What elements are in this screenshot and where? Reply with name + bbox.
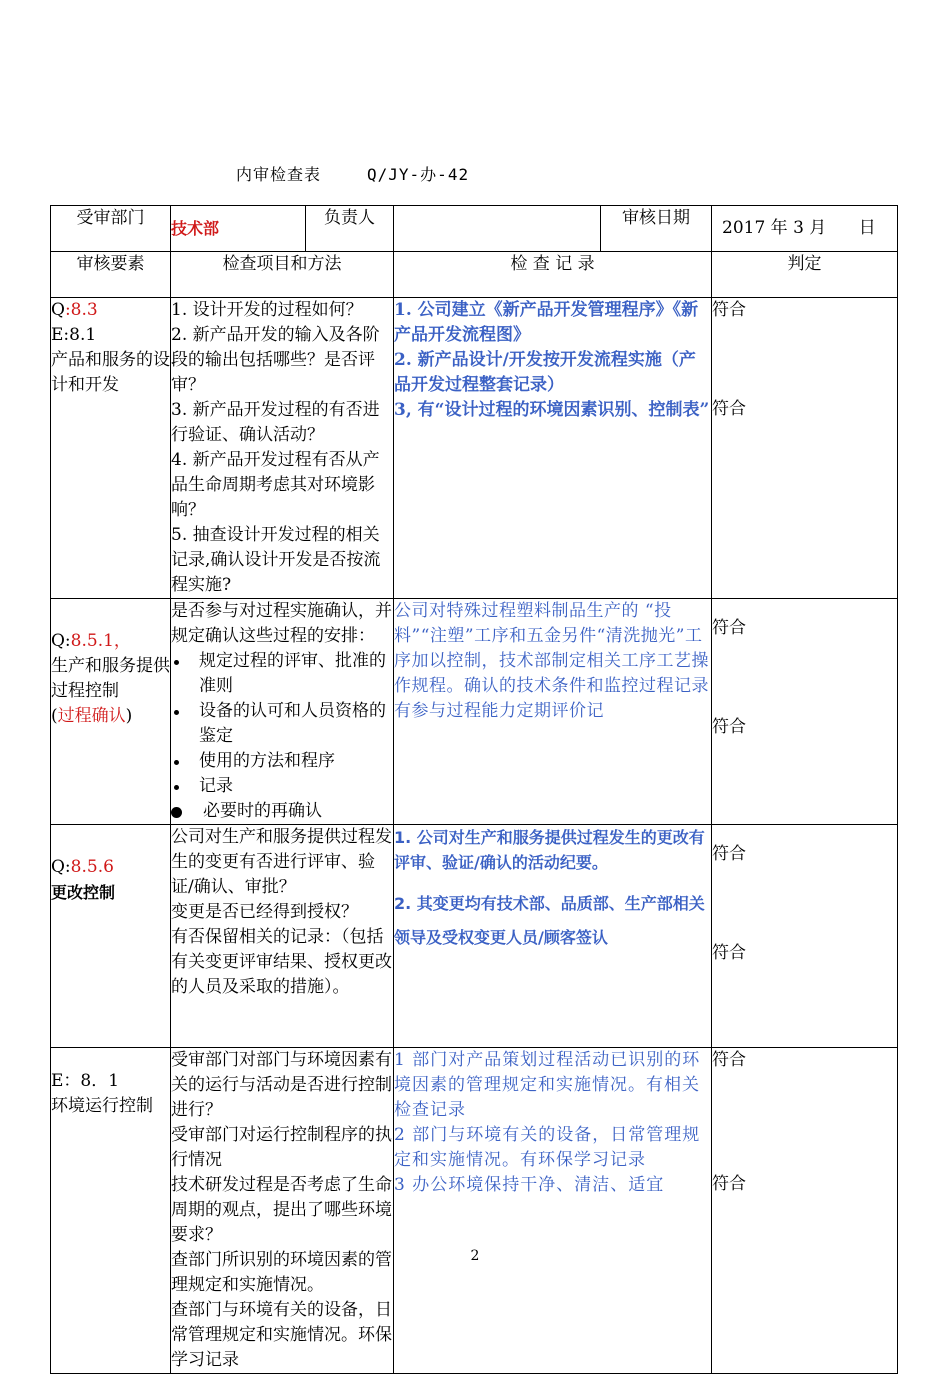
audit-row-design: [51, 298, 898, 599]
audit-row-change-control: [51, 825, 898, 1048]
owner-value: [394, 206, 601, 252]
check-items-cell: 是否参与对过程实施确认，并规定确认这些过程的安排： 规定过程的评审、批准的准则 设备的认可和人员资格的鉴定 使用的方法和程序 记录 必要时的再确认: [171, 599, 394, 825]
page-number: 2: [470, 1248, 480, 1264]
clause-cell: Q:8.3 E:8.1 产品和服务的设计和开发: [51, 298, 171, 599]
col-header-records: 检 查 记 录: [394, 252, 712, 298]
info-row: [51, 206, 898, 252]
verdict-cell: 符合 符合: [712, 599, 898, 825]
dept-label: 受审部门: [51, 206, 171, 252]
date-value: 2017 年 3 月 日: [712, 206, 898, 252]
clause-cell: Q:8.5.6 更改控制: [51, 825, 171, 1048]
audit-checklist-table: [50, 205, 898, 1374]
clause-cell: E：8．1 环境运行控制: [51, 1048, 171, 1374]
verdict-cell: 符合 符合: [712, 825, 898, 1048]
owner-label: 负责人: [306, 206, 394, 252]
records-cell: 1. 公司对生产和服务提供过程发生的更改有评审、验证/确认的活动纪要。 2. 其变更均有技术部、品质部、生产部相关领导及受权变更人员/顾客签认: [394, 825, 712, 1048]
dept-value: 技术部: [171, 206, 306, 252]
check-items-cell: 1. 设计开发的过程如何？ 2. 新产品开发的输入及各阶段的输出包括哪些？是否评审？ 3. 新产品开发过程的有否进行验证、确认活动？ 4. 新产品开发过程有否从产品生命周期考虑其对环境影响？ 5. 抽查设计开发过程的相关记录,确认设计开发是否按流程实施?: [171, 298, 394, 599]
clause-cell: Q:8.5.1， 生产和服务提供过程控制 (过程确认): [51, 599, 171, 825]
date-label: 审核日期: [601, 206, 712, 252]
col-header-items: 检查项目和方法: [171, 252, 394, 298]
audit-row-environment: [51, 1048, 898, 1374]
records-cell: 1 部门对产品策划过程活动已识别的环境因素的管理规定和实施情况。有相关检查记录 2 部门与环境有关的设备，日常管理规定和实施情况。有环保学习记录 3 办公环境保持干净、清洁、适宜: [394, 1048, 712, 1374]
records-cell: 公司对特殊过程塑料制品生产的 “投料”“注塑”工序和五金另件“清洗抛光”工序加以控制，技术部制定相关工序工艺操作规程。确认的技术条件和监控过程记录 有参与过程能力定期评价记: [394, 599, 712, 825]
col-header-elements: 审核要素: [51, 252, 171, 298]
verdict-cell: 符合 符合: [712, 1048, 898, 1374]
verdict-cell: 符合 符合: [712, 298, 898, 599]
check-items-cell: 受审部门对部门与环境因素有关的运行与活动是否进行控制进行？ 受审部门对运行控制程序的执行情况 技术研发过程是否考虑了生命周期的观点，提出了哪些环境要求？ 查部门所识别的环境因素的管理规定和实施情况。 查部门与环境有关的设备，日常管理规定和实施情况。环保学习记录: [171, 1048, 394, 1374]
document-title: 内审检查表 Q/JY-办-42: [236, 165, 470, 184]
col-header-verdict: 判定: [712, 252, 898, 298]
check-items-cell: 公司对生产和服务提供过程发生的变更有否进行评审、验证/确认、审批？ 变更是否已经得到授权？ 有否保留相关的记录：（包括有关变更评审结果、授权更改的人员及采取的措施）。: [171, 825, 394, 1048]
column-header-row: [51, 252, 898, 298]
audit-row-process-validation: [51, 599, 898, 825]
document-code: Q/JY-办-42: [367, 165, 470, 184]
records-cell: 1. 公司建立《新产品开发管理程序》《新产品开发流程图》 2. 新产品设计/开发按开发流程实施（产品开发过程整套记录） 3, 有“设计过程的环境因素识别、控制表”: [394, 298, 712, 599]
